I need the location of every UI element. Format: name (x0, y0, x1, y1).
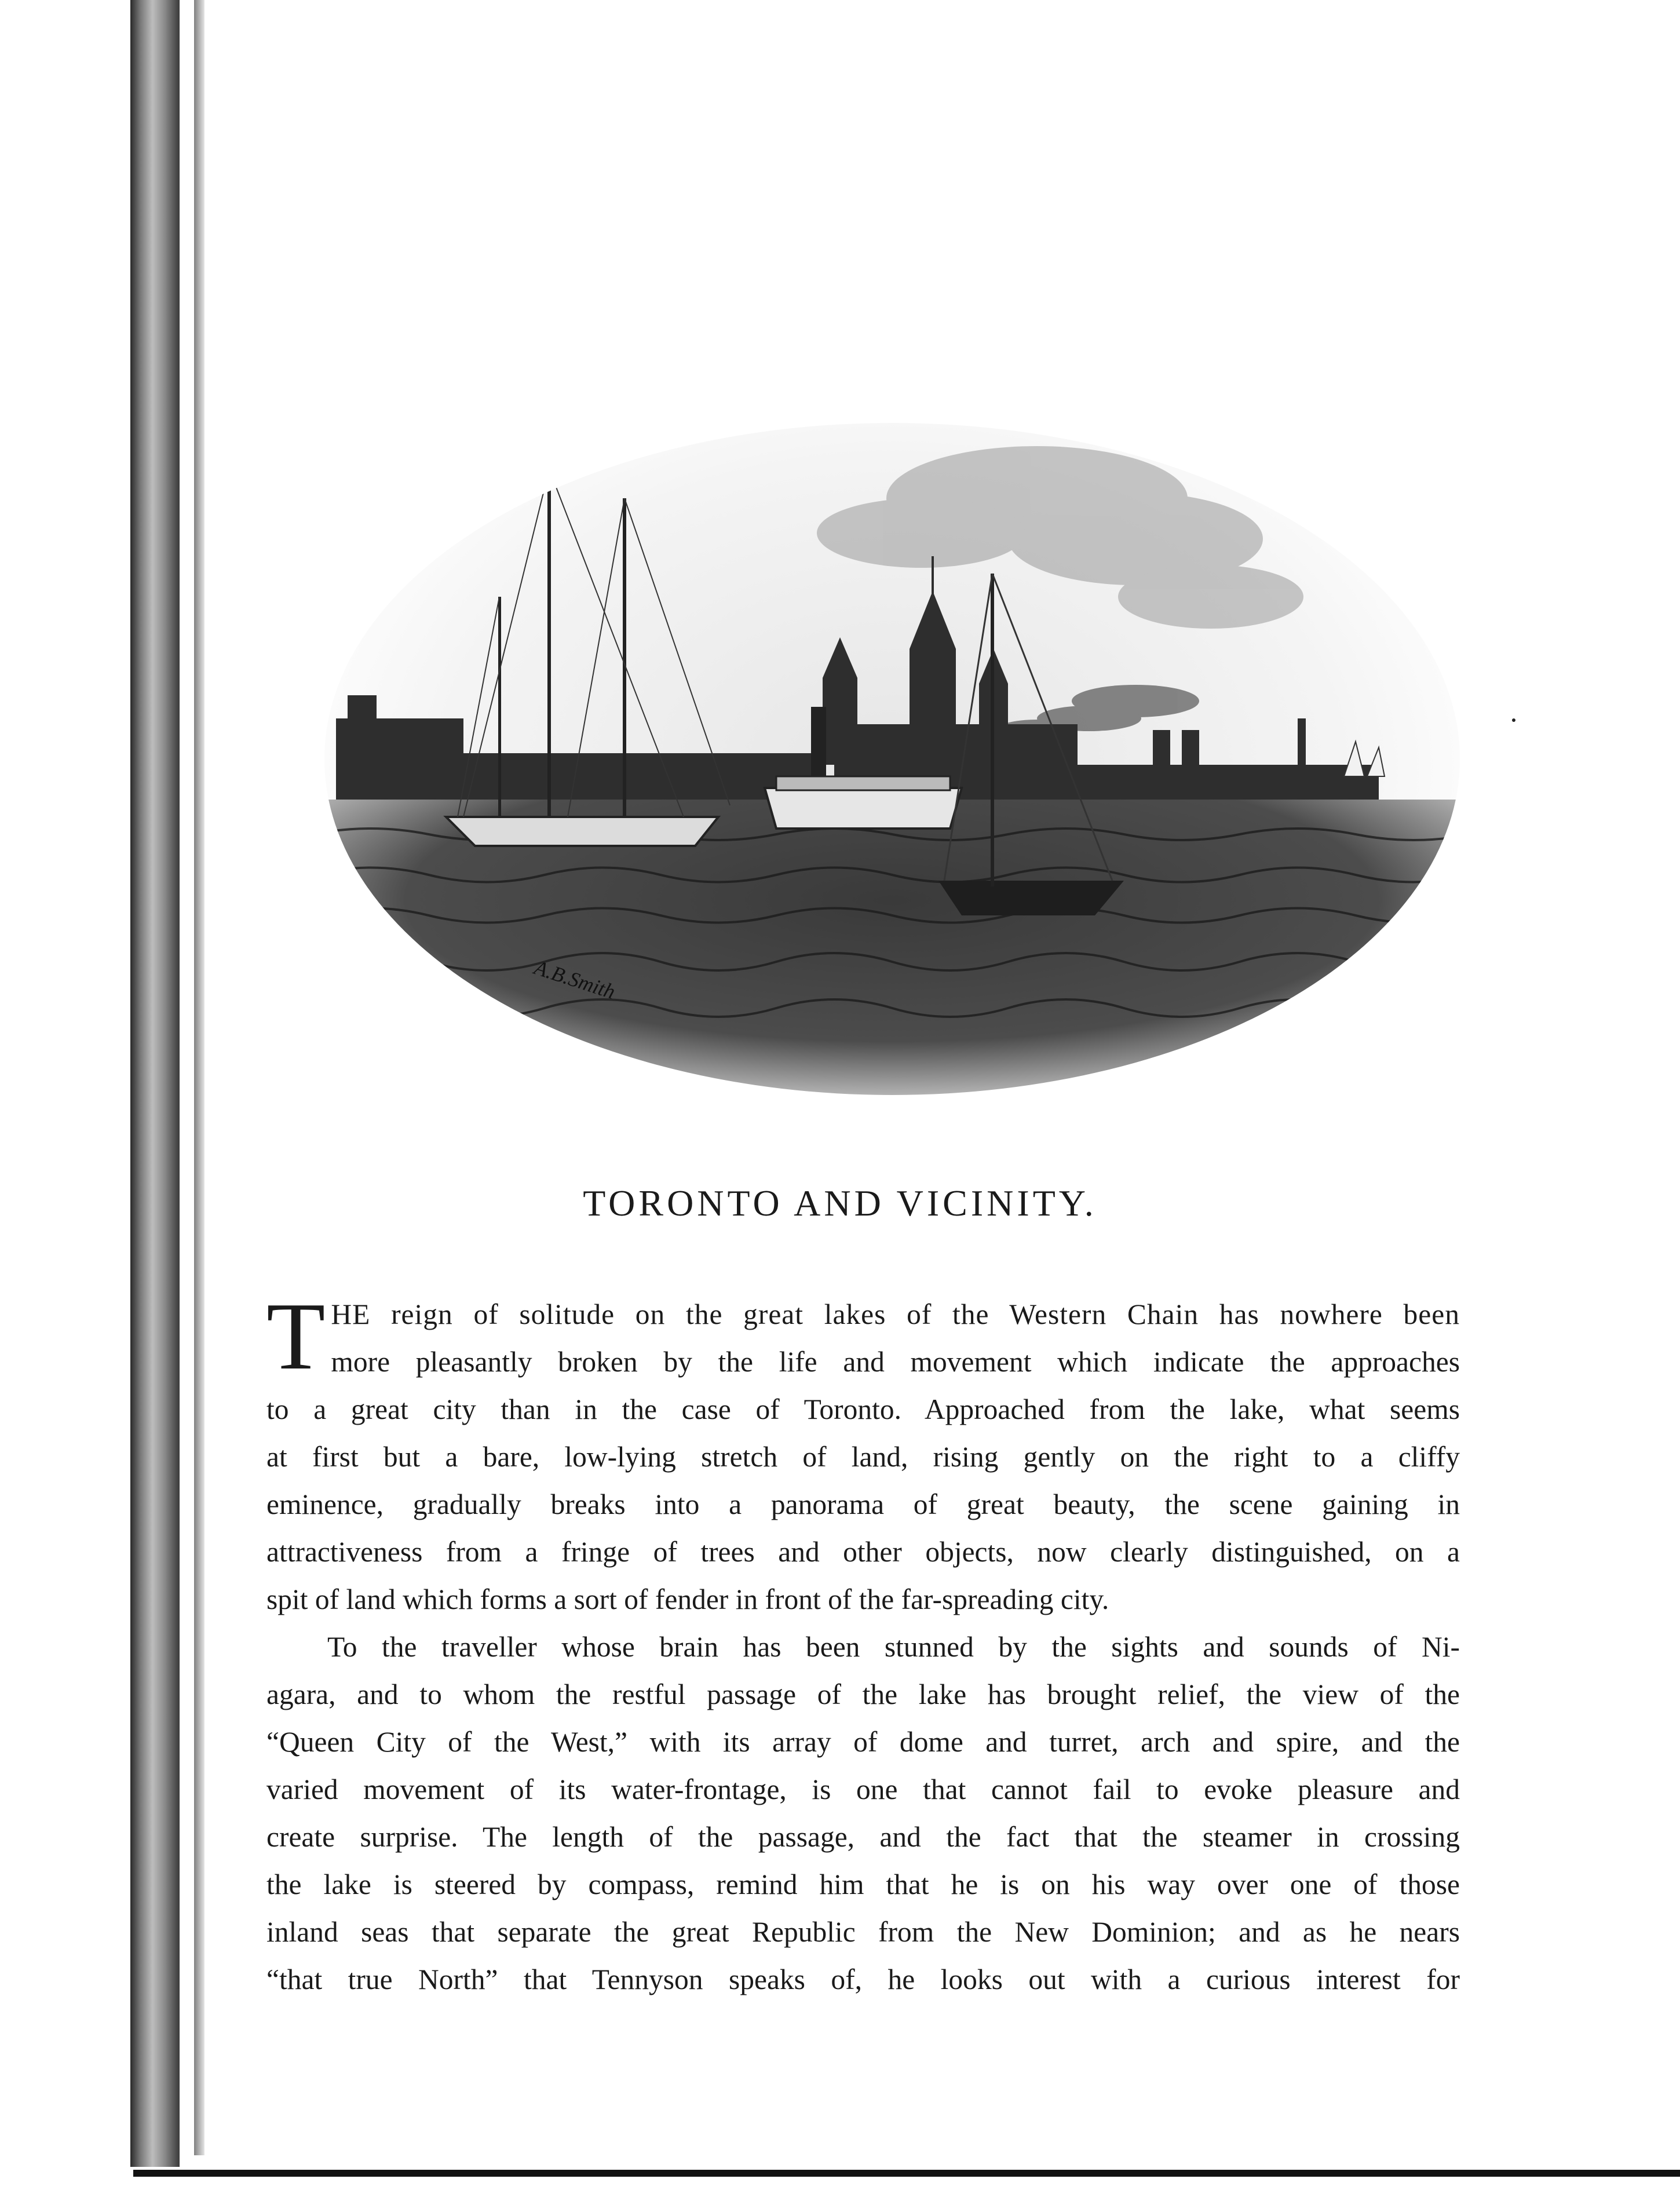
artist-signature: A.B.Smith (531, 955, 618, 1004)
paragraph-1-line: to a great city than in the case of Toronto. Approached from the lake, what seems (266, 1393, 1460, 1425)
drop-cap: T (266, 1283, 326, 1389)
paragraph-1-line: attractiveness from a fringe of trees and other objects, now clearly distinguished, on a (266, 1536, 1460, 1568)
paragraph-2 (266, 1623, 1460, 2003)
paragraph-1-line: spit of land which forms a sort of fender in front of the far-spreading city. (266, 1583, 1109, 1615)
page-edge-shadow (194, 0, 204, 2155)
paragraph-2-line: To the traveller whose brain has been stunned by the sights and sounds of Ni- (327, 1631, 1460, 1663)
scan-speck (1512, 718, 1515, 722)
paragraph-2-line: varied movement of its water-frontage, is one that cannot fail to evoke pleasure and (266, 1773, 1460, 1805)
bottom-scan-edge (133, 2170, 1680, 2177)
paragraph-1 (266, 1283, 1460, 1623)
lake-water (313, 800, 1471, 1136)
paragraph-2-line: inland seas that separate the great Republic from the New Dominion; and as he nears (266, 1916, 1460, 1948)
page-title: TORONTO AND VICINITY. (583, 1183, 1097, 1224)
harbour-engraving (313, 324, 1471, 1136)
paragraph-2-line: “Queen City of the West,” with its array of dome and turret, arch and spire, and the (266, 1726, 1460, 1758)
article-body (266, 1283, 1460, 2003)
paragraph-1-line: HE reign of solitude on the great lakes of the Western Chain has nowhere been (331, 1298, 1460, 1330)
paragraph-2-line: create surprise. The length of the passage, and the fact that the steamer in crossing (266, 1821, 1460, 1853)
paragraph-2-line: agara, and to whom the restful passage of the lake has brought relief, the view of the (266, 1678, 1460, 1710)
scan-binding (0, 0, 209, 2197)
paragraph-1-line: at first but a bare, low-lying stretch of land, rising gently on the right to a cliffy (266, 1441, 1460, 1473)
harbour-engraving-svg (313, 324, 1471, 1136)
paragraph-1-line: eminence, gradually breaks into a panorama of great beauty, the scene gaining in (266, 1488, 1460, 1520)
paragraph-2-line: the lake is steered by compass, remind him that he is on his way over one of those (266, 1868, 1460, 1900)
paragraph-2-line: “that true North” that Tennyson speaks of, he looks out with a curious interest for (266, 1964, 1460, 1995)
book-spine-shadow (130, 0, 180, 2167)
paragraph-1-line: more pleasantly broken by the life and movement which indicate the approaches (331, 1346, 1460, 1378)
